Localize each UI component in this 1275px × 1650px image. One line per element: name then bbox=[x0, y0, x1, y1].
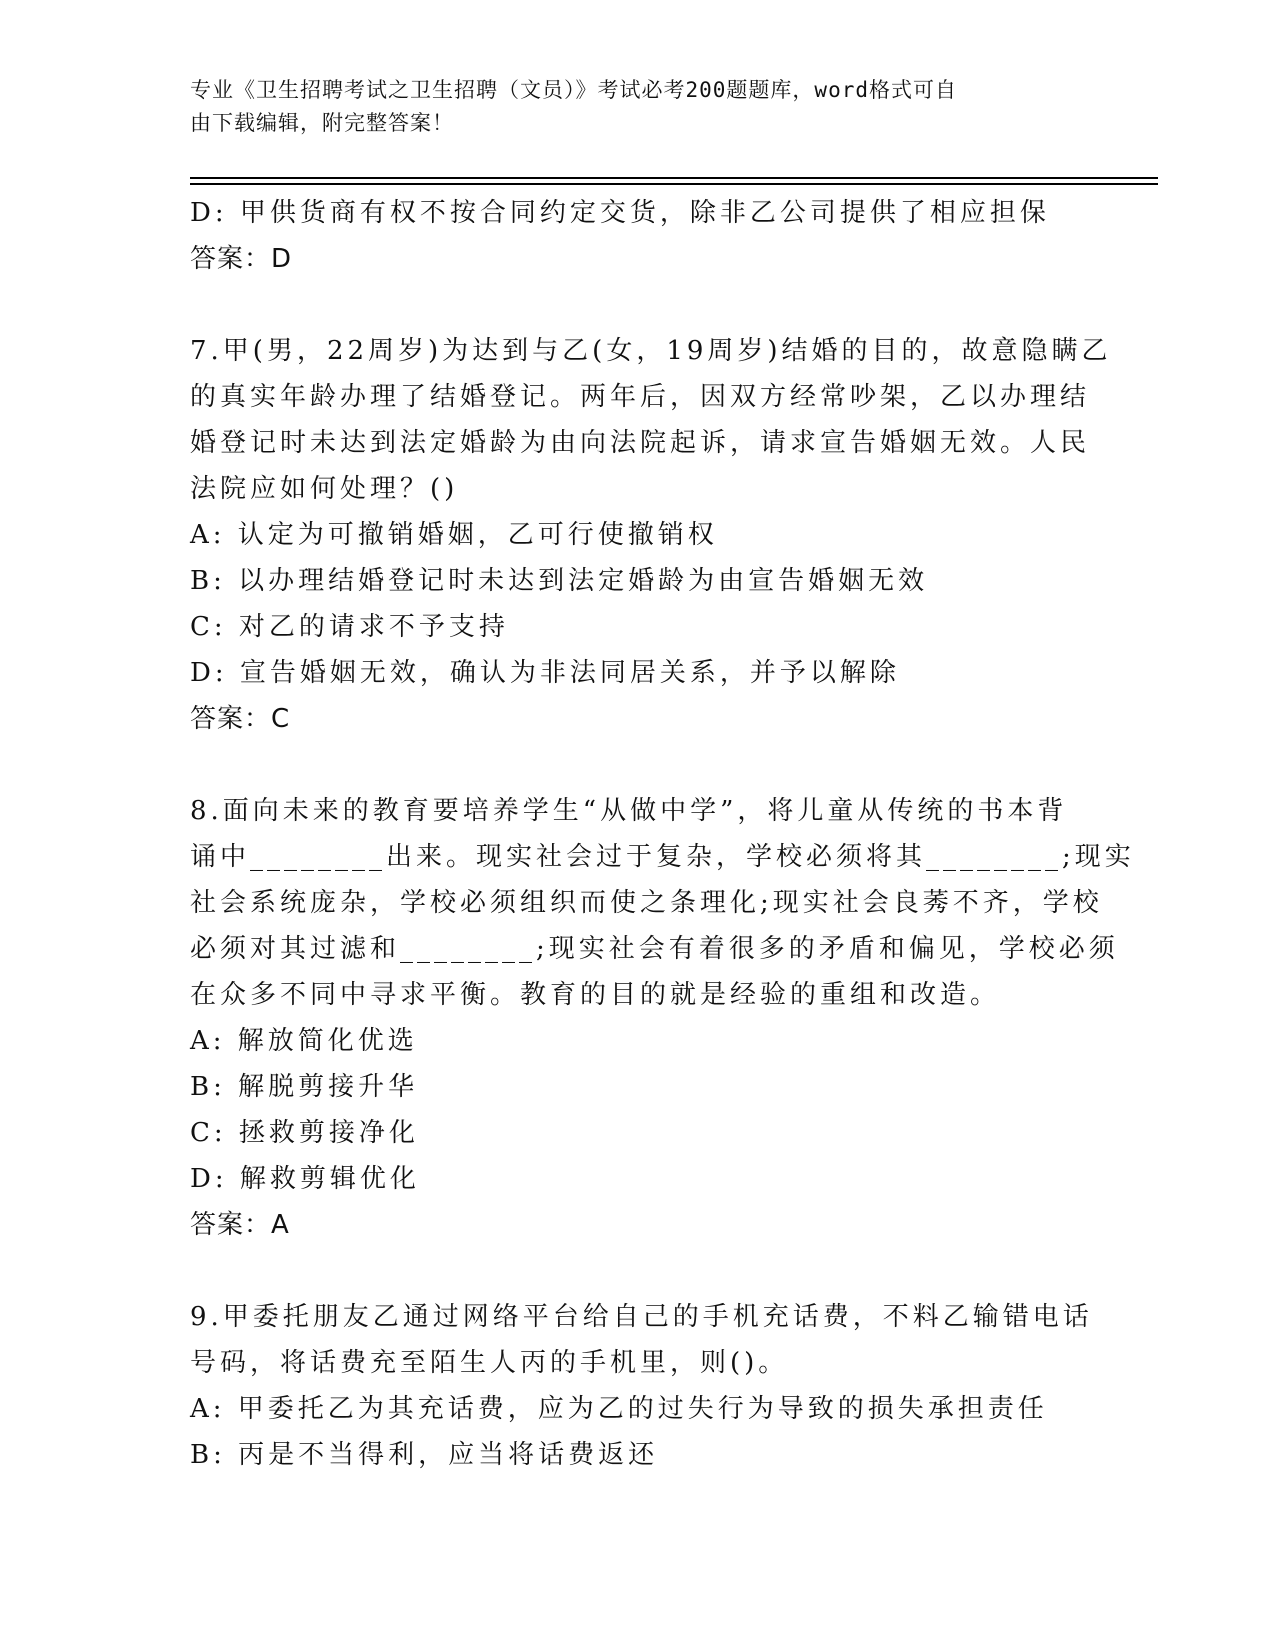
question-8 bbox=[190, 788, 1135, 1248]
document-header bbox=[190, 74, 1070, 140]
question-text-line: 的真实年龄办理了结婚登记。两年后，因双方经常吵架，乙以办理结 bbox=[190, 382, 1091, 412]
answer-line: 答案：A bbox=[190, 1210, 290, 1240]
option-d: D: 甲供货商有权不按合同约定交货，除非乙公司提供了相应担保 bbox=[190, 198, 1050, 228]
spacer bbox=[190, 742, 1090, 788]
option-a: A: 认定为可撤销婚姻，乙可行使撤销权 bbox=[190, 520, 718, 550]
answer-line: 答案：D bbox=[190, 244, 293, 274]
spacer bbox=[190, 1248, 1090, 1294]
question-text-line: 7.甲(男，22周岁)为达到与乙(女，19周岁)结婚的目的，故意隐瞒乙 bbox=[190, 336, 1112, 366]
option-c: C: 拯救剪接净化 bbox=[190, 1118, 419, 1148]
option-d: D: 解救剪辑优化 bbox=[190, 1164, 420, 1194]
question-text-line: 法院应如何处理？() bbox=[190, 474, 459, 504]
question-text-line: 必须对其过滤和________;现实社会有着很多的矛盾和偏见，学校必须 bbox=[190, 934, 1119, 964]
option-c: C: 对乙的请求不予支持 bbox=[190, 612, 509, 642]
question-text-line: 婚登记时未达到法定婚龄为由向法院起诉，请求宣告婚姻无效。人民 bbox=[190, 428, 1091, 458]
question-text-line: 诵中________出来。现实社会过于复杂，学校必须将其________;现实 bbox=[190, 842, 1135, 872]
header-title-line-1: 专业《卫生招聘考试之卫生招聘（文员）》考试必考200题题库，word格式可自 bbox=[190, 78, 957, 102]
question-9 bbox=[190, 1294, 1093, 1478]
question-text-line: 8.面向未来的教育要培养学生“从做中学”，将儿童从传统的书本背 bbox=[190, 796, 1068, 826]
header-divider-top bbox=[190, 177, 1158, 179]
question-text-line: 9.甲委托朋友乙通过网络平台给自己的手机充话费，不料乙输错电话 bbox=[190, 1302, 1093, 1332]
question-text-line: 在众多不同中寻求平衡。教育的目的就是经验的重组和改造。 bbox=[190, 980, 1001, 1010]
question-7 bbox=[190, 328, 1112, 742]
spacer bbox=[190, 282, 1090, 328]
option-b: B: 以办理结婚登记时未达到法定婚龄为由宣告婚姻无效 bbox=[190, 566, 929, 596]
answer-line: 答案：C bbox=[190, 704, 291, 734]
option-b: B: 丙是不当得利，应当将话费返还 bbox=[190, 1440, 659, 1470]
option-a: A: 解放简化优选 bbox=[190, 1026, 418, 1056]
option-d: D: 宣告婚姻无效，确认为非法同居关系，并予以解除 bbox=[190, 658, 900, 688]
header-divider-bottom bbox=[190, 183, 1158, 185]
question-text-line: 社会系统庞杂，学校必须组织而使之条理化;现实社会良莠不齐，学校 bbox=[190, 888, 1103, 918]
option-b: B: 解脱剪接升华 bbox=[190, 1072, 419, 1102]
question-text-line: 号码，将话费充至陌生人丙的手机里，则()。 bbox=[190, 1348, 789, 1378]
previous-question-tail bbox=[190, 190, 1090, 282]
option-a: A: 甲委托乙为其充话费，应为乙的过失行为导致的损失承担责任 bbox=[190, 1394, 1048, 1424]
question-content bbox=[190, 190, 1135, 1478]
header-title-line-2: 由下载编辑，附完整答案！ bbox=[190, 111, 454, 135]
